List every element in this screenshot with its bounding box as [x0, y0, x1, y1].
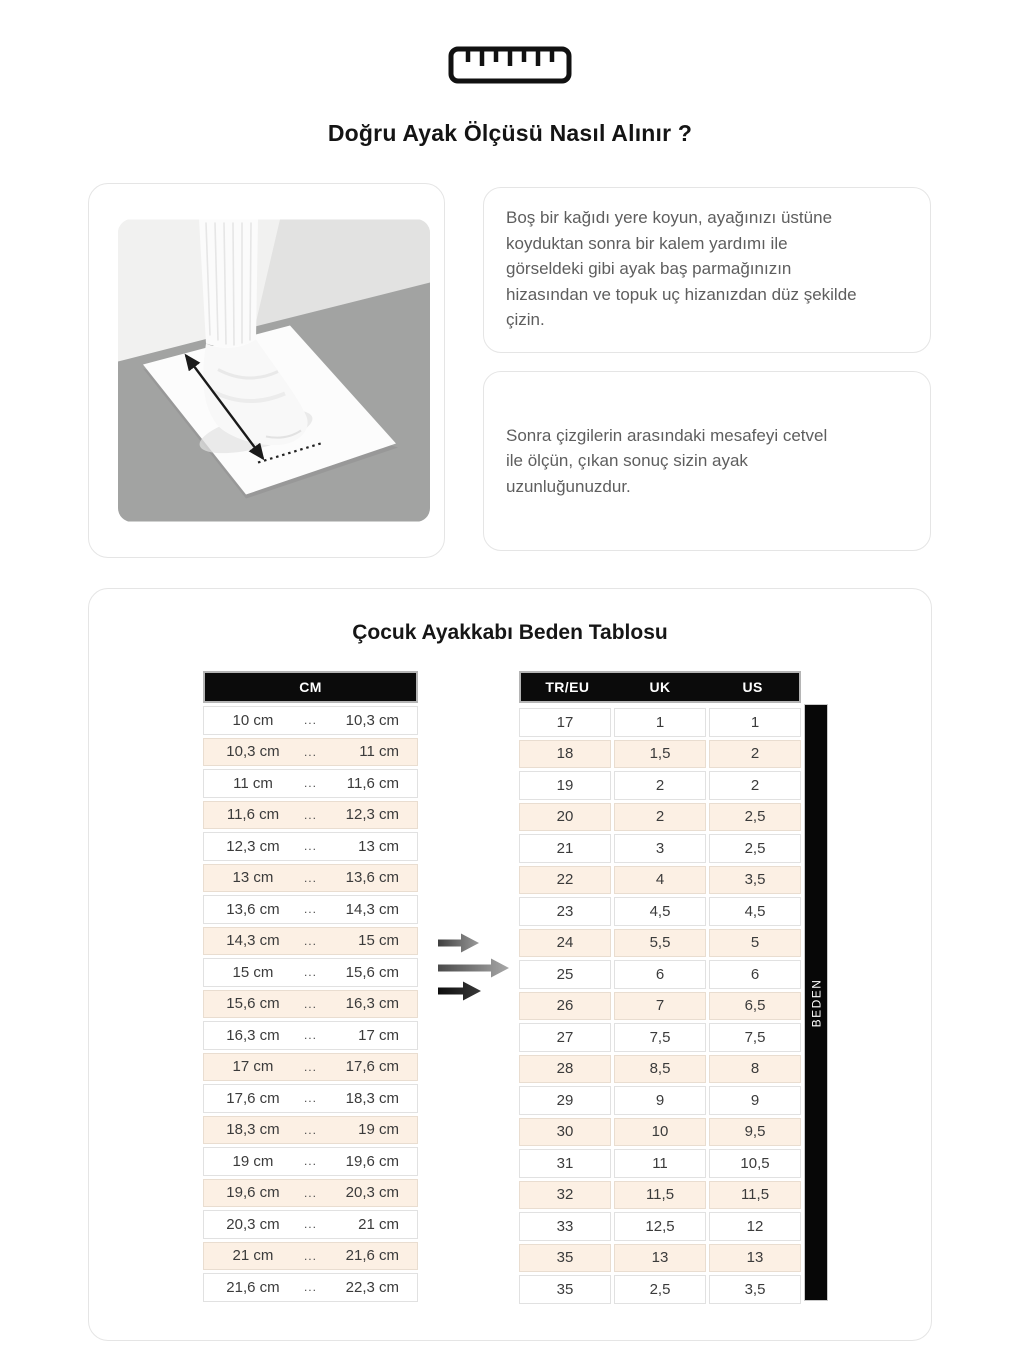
size-table-row [519, 1244, 801, 1273]
size-table-row [519, 1055, 801, 1084]
size-cell-tr-eu: 21 [519, 834, 611, 863]
cm-range-to: 11,6 cm [346, 774, 399, 792]
size-cell-tr-eu: 26 [519, 992, 611, 1021]
size-cell-us: 1 [709, 708, 801, 737]
cm-range-from: 13,6 cm [226, 900, 280, 918]
size-cell-us: 2 [709, 771, 801, 800]
size-cell-uk: 7 [614, 992, 706, 1021]
cm-range-dots: ... [303, 1248, 317, 1263]
size-cell-us: 5 [709, 929, 801, 958]
size-cell-uk: 7,5 [614, 1023, 706, 1052]
size-cell-uk: 2,5 [614, 1275, 706, 1304]
size-table-row [519, 708, 801, 737]
size-cell-us: 11,5 [709, 1181, 801, 1210]
size-cell-us: 6,5 [709, 992, 801, 1021]
size-cell-us: 4,5 [709, 897, 801, 926]
size-cell-us: 13 [709, 1244, 801, 1273]
cm-range-to: 18,3 cm [345, 1089, 399, 1107]
cm-table-row [203, 1179, 418, 1208]
size-cell-us: 3,5 [709, 1275, 801, 1304]
size-cell-uk: 10 [614, 1118, 706, 1147]
size-table-row [519, 1275, 801, 1304]
cm-range-from: 11 cm [233, 774, 273, 792]
size-cell-uk: 11 [614, 1149, 706, 1178]
cm-range-dots: ... [303, 1280, 317, 1295]
cm-range-from: 21,6 cm [226, 1278, 280, 1296]
instruction-card-2 [483, 371, 931, 551]
beden-label: BEDEN [809, 978, 823, 1027]
cm-range-dots: ... [303, 1091, 317, 1106]
cm-table-row [203, 1242, 418, 1271]
cm-range-from: 12,3 cm [226, 837, 280, 855]
cm-table [203, 671, 418, 1302]
size-table-row [519, 929, 801, 958]
cm-range-dots: ... [303, 1185, 317, 1200]
cm-range-from: 13 cm [232, 869, 274, 887]
size-table-row [519, 740, 801, 769]
foot-measure-photo-card [88, 183, 445, 558]
cm-range-from: 17 cm [232, 1058, 274, 1076]
size-cell-uk: 2 [614, 771, 706, 800]
cm-range-to: 17 cm [358, 1026, 399, 1044]
cm-range-to: 13,6 cm [345, 869, 399, 887]
size-table-row [519, 960, 801, 989]
cm-range-to: 19 cm [358, 1121, 399, 1139]
size-table-title: Çocuk Ayakkabı Beden Tablosu [352, 621, 668, 644]
size-table-body [519, 708, 801, 1304]
page-title: Doğru Ayak Ölçüsü Nasıl Alınır ? [327, 120, 693, 146]
size-table-row [519, 1149, 801, 1178]
cm-range-from: 10 cm [232, 711, 274, 729]
cm-table-body [203, 706, 418, 1302]
cm-range-from: 11,6 cm [226, 806, 280, 824]
cm-range-to: 16,3 cm [345, 995, 399, 1013]
size-col-uk: UK [614, 671, 707, 703]
cm-range-from: 17,6 cm [226, 1089, 280, 1107]
cm-range-to: 12,3 cm [345, 806, 399, 824]
cm-range-dots: ... [303, 1122, 317, 1137]
size-cell-tr-eu: 23 [519, 897, 611, 926]
cm-table-row [203, 864, 418, 893]
cm-table-row [203, 706, 418, 735]
size-cell-tr-eu: 18 [519, 740, 611, 769]
size-cell-tr-eu: 19 [519, 771, 611, 800]
cm-range-to: 21 cm [358, 1215, 399, 1233]
size-cell-us: 3,5 [709, 866, 801, 895]
size-cell-tr-eu: 29 [519, 1086, 611, 1115]
cm-range-dots: ... [303, 902, 317, 917]
beden-vertical-bar [804, 704, 828, 1301]
size-cell-uk: 6 [614, 960, 706, 989]
size-table-row [519, 992, 801, 1021]
size-cell-us: 8 [709, 1055, 801, 1084]
cm-range-dots: ... [303, 776, 317, 791]
size-cell-us: 2,5 [709, 803, 801, 832]
size-cell-tr-eu: 31 [519, 1149, 611, 1178]
size-table-row [519, 1023, 801, 1052]
cm-range-to: 19,6 cm [345, 1152, 399, 1170]
size-cell-uk: 8,5 [614, 1055, 706, 1084]
cm-range-to: 17,6 cm [345, 1058, 399, 1076]
size-table-header-row [519, 671, 801, 705]
cm-table-row [203, 738, 418, 767]
size-cell-uk: 13 [614, 1244, 706, 1273]
size-table-row [519, 771, 801, 800]
size-cell-tr-eu: 35 [519, 1244, 611, 1273]
size-cell-us: 12 [709, 1212, 801, 1241]
cm-table-row [203, 801, 418, 830]
cm-range-to: 15 cm [358, 932, 399, 950]
cm-range-from: 18,3 cm [226, 1121, 280, 1139]
size-table [519, 671, 801, 1304]
cm-range-dots: ... [303, 996, 317, 1011]
cm-table-row [203, 1053, 418, 1082]
size-table-row [519, 1212, 801, 1241]
size-cell-tr-eu: 24 [519, 929, 611, 958]
cm-table-row [203, 1273, 418, 1302]
cm-range-dots: ... [303, 1217, 317, 1232]
cm-range-dots: ... [303, 839, 317, 854]
cm-range-to: 21,6 cm [345, 1247, 399, 1265]
cm-table-row [203, 1116, 418, 1145]
size-cell-tr-eu: 27 [519, 1023, 611, 1052]
cm-table-row [203, 958, 418, 987]
cm-range-dots: ... [303, 933, 317, 948]
size-cell-tr-eu: 33 [519, 1212, 611, 1241]
size-cell-tr-eu: 20 [519, 803, 611, 832]
cm-range-from: 20,3 cm [226, 1215, 280, 1233]
cm-range-dots: ... [303, 744, 317, 759]
cm-table-row [203, 832, 418, 861]
size-cell-uk: 4 [614, 866, 706, 895]
foot-on-paper-photo [118, 219, 430, 522]
size-cell-us: 2,5 [709, 834, 801, 863]
ruler-icon [0, 46, 1020, 84]
size-cell-uk: 1,5 [614, 740, 706, 769]
size-table-row [519, 1118, 801, 1147]
cm-range-from: 15 cm [232, 963, 274, 981]
cm-range-to: 15,6 cm [345, 963, 399, 981]
size-cell-tr-eu: 22 [519, 866, 611, 895]
size-cell-uk: 11,5 [614, 1181, 706, 1210]
cm-range-dots: ... [303, 1154, 317, 1169]
cm-range-to: 13 cm [358, 837, 399, 855]
cm-range-to: 22,3 cm [345, 1278, 399, 1296]
size-table-row [519, 1181, 801, 1210]
cm-table-row [203, 1021, 418, 1050]
size-cell-tr-eu: 28 [519, 1055, 611, 1084]
size-cell-tr-eu: 25 [519, 960, 611, 989]
cm-range-to: 11 cm [359, 743, 399, 761]
size-cell-tr-eu: 30 [519, 1118, 611, 1147]
cm-range-dots: ... [303, 713, 317, 728]
size-cell-tr-eu: 32 [519, 1181, 611, 1210]
cm-table-row [203, 927, 418, 956]
size-chart-card [88, 588, 932, 1341]
size-table-row [519, 803, 801, 832]
cm-range-dots: ... [303, 1028, 317, 1043]
instruction-step2-text: Sonra çizgilerin arasındaki mesafeyi cetvel ile ölçün, çıkan sonuç sizin ayak uzunluğunuzdur. [506, 425, 828, 496]
size-cell-us: 9 [709, 1086, 801, 1115]
size-cell-uk: 1 [614, 708, 706, 737]
size-cell-uk: 12,5 [614, 1212, 706, 1241]
cm-range-dots: ... [303, 1059, 317, 1074]
cm-table-row [203, 769, 418, 798]
size-table-row [519, 897, 801, 926]
cm-range-from: 19 cm [232, 1152, 274, 1170]
cm-range-dots: ... [303, 870, 317, 885]
cm-range-from: 21 cm [232, 1247, 274, 1265]
size-cell-uk: 2 [614, 803, 706, 832]
cm-table-row [203, 990, 418, 1019]
size-col-us: US [706, 671, 801, 703]
cm-range-from: 14,3 cm [226, 932, 280, 950]
size-cell-tr-eu: 17 [519, 708, 611, 737]
cm-range-from: 15,6 cm [226, 995, 280, 1013]
size-cell-us: 2 [709, 740, 801, 769]
size-cell-uk: 9 [614, 1086, 706, 1115]
cm-table-row [203, 1210, 418, 1239]
size-table-row [519, 834, 801, 863]
cm-range-from: 19,6 cm [226, 1184, 280, 1202]
size-cell-uk: 3 [614, 834, 706, 863]
cm-range-dots: ... [303, 965, 317, 980]
size-cell-tr-eu: 35 [519, 1275, 611, 1304]
size-cell-uk: 4,5 [614, 897, 706, 926]
size-col-tr-eu: TR/EU [519, 671, 614, 703]
instruction-step1-text: Boş bir kağıdı yere koyun, ayağınızı üstüne koyduktan sonra bir kalem yardımı ile görseldeki gibi ayak baş parmağınızın hizasından ve topuk uç hizanızdan düz şekilde çizin. [506, 208, 857, 329]
cm-range-to: 14,3 cm [345, 900, 399, 918]
instruction-card-1 [483, 187, 931, 353]
size-table-row [519, 1086, 801, 1115]
transfer-arrows-icon [429, 931, 519, 1008]
cm-range-dots: ... [303, 807, 317, 822]
cm-range-to: 10,3 cm [345, 711, 399, 729]
cm-range-to: 20,3 cm [345, 1184, 399, 1202]
size-table-row [519, 866, 801, 895]
size-cell-us: 10,5 [709, 1149, 801, 1178]
size-cell-us: 6 [709, 960, 801, 989]
size-cell-us: 7,5 [709, 1023, 801, 1052]
cm-table-row [203, 1084, 418, 1113]
size-cell-uk: 5,5 [614, 929, 706, 958]
cm-range-from: 10,3 cm [226, 743, 280, 761]
cm-range-from: 16,3 cm [226, 1026, 280, 1044]
cm-table-row [203, 895, 418, 924]
cm-table-header: CM [203, 671, 418, 703]
cm-table-row [203, 1147, 418, 1176]
size-cell-us: 9,5 [709, 1118, 801, 1147]
